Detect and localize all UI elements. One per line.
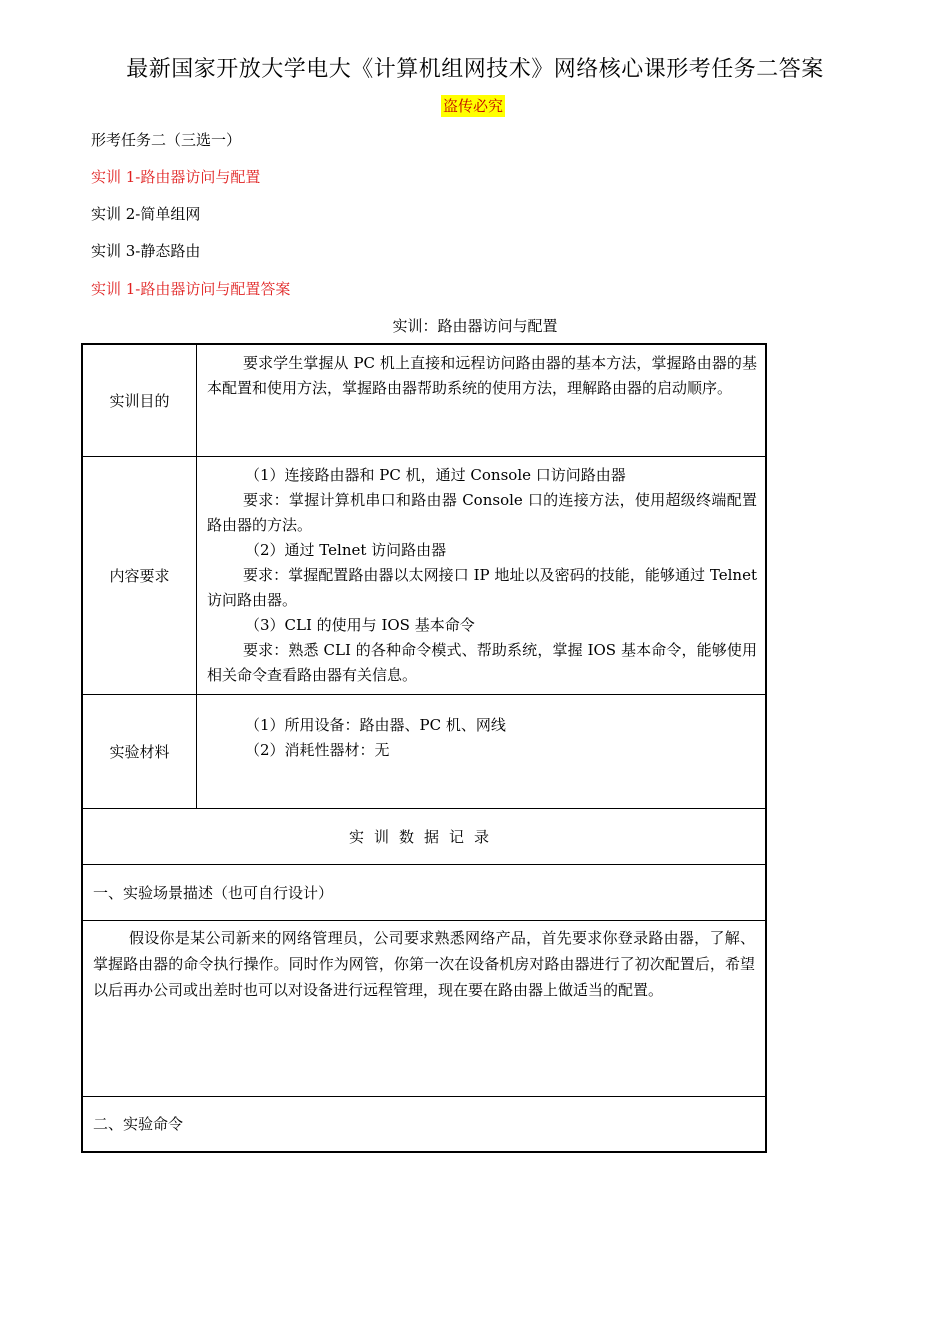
commands-heading: 二、实验命令 — [82, 1096, 766, 1152]
answer-heading: 实训 1-路由器访问与配置答案 — [91, 280, 291, 298]
option-2: 实训 2-简单组网 — [91, 205, 201, 223]
training-table — [81, 343, 767, 1153]
table-row-content — [82, 456, 766, 694]
content-item-1-req: 要求：掌握计算机串口和路由器 Console 口的连接方法，使用超级终端配置路由器的方法。 — [207, 490, 757, 534]
table-caption: 实训：路由器访问与配置 — [392, 317, 558, 335]
content-item-3-req: 要求：熟悉 CLI 的各种命令模式、帮助系统，掌握 IOS 基本命令，能够使用相关命令查看路由器有关信息。 — [207, 640, 757, 684]
purpose-label: 实训目的 — [82, 344, 197, 456]
content-item-2-heading: （2）通过 Telnet 访问路由器 — [245, 540, 447, 559]
scene-heading: 一、实验场景描述（也可自行设计） — [82, 864, 766, 920]
content-item-1-heading: （1）连接路由器和 PC 机，通过 Console 口访问路由器 — [245, 465, 626, 484]
content-cell — [197, 456, 767, 694]
task-heading: 形考任务二（三选一） — [91, 131, 242, 149]
purpose-text: 要求学生掌握从 PC 机上直接和远程访问路由器的基本方法，掌握路由器的基本配置和使用方法，掌握路由器帮助系统的使用方法，理解路由器的启动顺序。 — [207, 354, 757, 397]
materials-cell — [197, 694, 767, 808]
table-row-materials — [82, 694, 766, 808]
content-item-2-req: 要求：掌握配置路由器以太网接口 IP 地址以及密码的技能，能够通过 Telnet 访问路由器。 — [207, 565, 757, 609]
table-row-record — [82, 808, 766, 864]
content-item-3-heading: （3）CLI 的使用与 IOS 基本命令 — [245, 615, 475, 634]
record-header: 实训数据记录 — [82, 808, 766, 864]
purpose-cell — [197, 344, 767, 456]
option-1: 实训 1-路由器访问与配置 — [91, 168, 261, 186]
scene-text: 假设你是某公司新来的网络管理员，公司要求熟悉网络产品，首先要求你登录路由器，了解、掌握路由器的命令执行操作。同时作为网管，你第一次在设备机房对路由器进行了初次配置后，希望以后再办公司或出差时也可以对设备进行远程管理，现在要在路由器上做适当的配置。 — [93, 928, 755, 999]
table-row-scene — [82, 920, 766, 1096]
materials-item-1: （1）所用设备：路由器、PC 机、网线 — [245, 715, 506, 734]
materials-item-2: （2）消耗性器材：无 — [245, 740, 390, 759]
scene-cell — [82, 920, 766, 1096]
content-label: 内容要求 — [82, 456, 197, 694]
table-row-scene-heading — [82, 864, 766, 920]
table-row-purpose — [82, 344, 766, 456]
document-title: 最新国家开放大学电大《计算机组网技术》网络核心课形考任务二答案 — [126, 57, 824, 82]
materials-label: 实验材料 — [82, 694, 197, 808]
warning-badge: 盗传必究 — [443, 97, 504, 115]
table-row-commands — [82, 1096, 766, 1152]
option-3: 实训 3-静态路由 — [91, 242, 201, 260]
